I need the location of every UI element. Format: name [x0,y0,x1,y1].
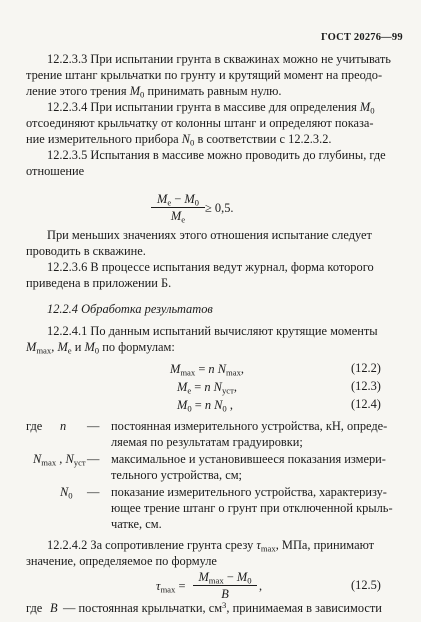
dash: — [87,485,100,499]
para-12-2-4-1-line1: 12.2.4.1 По данным испытаний вычисляют крутящие моменты [47,324,378,338]
symbol-n: n [60,419,67,433]
symbol-nmax-nust: $N_{max}$ , $N_{уст}$ [33,452,86,468]
standard-header: ГОСТ 20276—99 [321,32,403,43]
def-nmax-line1: максимальное и установившееся показания измери- [111,452,386,466]
para-12-2-4-2-line2: значение, определяемое по формуле [26,554,217,568]
equation-12-2: $M_{max} = n$ $N_{max}$, [170,362,245,378]
def-n0-line1: показание измерительного устройства, характеризу- [111,485,387,499]
symbol-n0: $N_0$ [60,485,73,501]
text-segment: ние измерительного прибора [26,132,182,146]
def-n0-line2: ющее трение штанг о грунт при отключенной крыль- [111,501,393,515]
para-12-2-3-5-line2: отношение [26,164,85,178]
def-b-line1: — постоянная крыльчатки, $см^3$, принимаемая в зависимости [63,600,382,615]
equation-number: (12.4) [351,397,381,411]
tau-fraction: $M_{max} - M_0$ B [193,570,257,601]
para-12-2-3-6-line1: 12.2.3.6 В процессе испытания ведут журнал, форма которого [47,260,374,274]
text-segment: , МПа, принимают [275,538,375,552]
text-segment: ление этого трения [26,84,130,98]
equation-number: (12.5) [351,578,381,592]
text-segment: — постоянная крыльчатки, см [63,601,223,615]
text-segment: 12.2.4.2 За сопротивление грунта срезу [47,538,257,552]
text-segment: по формулам: [99,340,175,354]
symbol-b: B [50,601,58,615]
para-12-2-3-3-line2: трение штанг крыльчатки по грунту и крутящий момент на преодо- [26,68,383,82]
para-12-2-4-2-line1: 12.2.4.2 За сопротивление грунта срезу $\tau_{max}$, МПа, принимают [47,538,375,554]
para-12-2-4-1-line2: $M_{max}$, $M_e$ и $M_0$ по формулам: [26,340,175,356]
text-segment: 12.2.3.4 При испытании грунта в массиве для определения [47,100,360,114]
def-nmax-line2: тельного устройства, см; [111,468,243,482]
where-label: где [26,419,43,433]
ratio-fraction: $M_e - M_0$ $M_e$ [151,192,205,223]
def-n-line2: ляемая по результатам градуировки; [111,435,303,449]
equation-number: (12.3) [351,379,381,393]
def-n0-line3: чатке, см. [111,517,162,531]
para-smaller-line2: проводить в скважине. [26,244,146,258]
dash: — [87,452,100,466]
text-segment: , принимаемая в зависимости [226,601,382,615]
section-title: 12.2.4 Обработка результатов [47,302,213,316]
text-segment: принимать равным нулю. [144,84,282,98]
tau-lhs: $\tau_{max}$ = [156,579,186,595]
equation-number: (12.2) [351,361,381,375]
where-label: где [26,601,43,615]
tau-comma: , [259,579,263,593]
symbol-m0: M [129,84,141,98]
equation-12-4: $M_0 = n$ $N_0$ , [177,398,233,414]
def-n-line1: постоянная измерительного устройства, кН, опреде- [111,419,388,433]
para-12-2-3-3-line3: ление этого трения $M_0$ принимать равным нулю. [26,84,282,100]
para-12-2-3-4-line1: 12.2.3.4 При испытании грунта в массиве для определения $M_0$ [47,100,375,116]
para-12-2-3-4-line2: отсоединяют крыльчатку от колонны штанг и определяют показа- [26,116,374,130]
text-segment: в соответствии с 12.2.3.2. [194,132,332,146]
dash: — [87,419,100,433]
para-12-2-3-3-line1: 12.2.3.3 При испытании грунта в скважинах можно не учитывать [47,52,391,66]
para-smaller-line1: При меньших значениях этого отношения испытание следует [47,228,372,242]
para-12-2-3-4-line3: ние измерительного прибора $N_0$ в соответствии с 12.2.3.2. [26,132,332,148]
para-12-2-3-6-line2: приведена в приложении Б. [26,276,172,290]
equation-12-3: $M_e = n$ $N_{уст}$, [177,380,237,396]
para-12-2-3-5-line1: 12.2.3.5 Испытания в массиве можно проводить до глубины, где [47,148,386,162]
ratio-inequality: ≥ 0,5. [205,201,234,215]
